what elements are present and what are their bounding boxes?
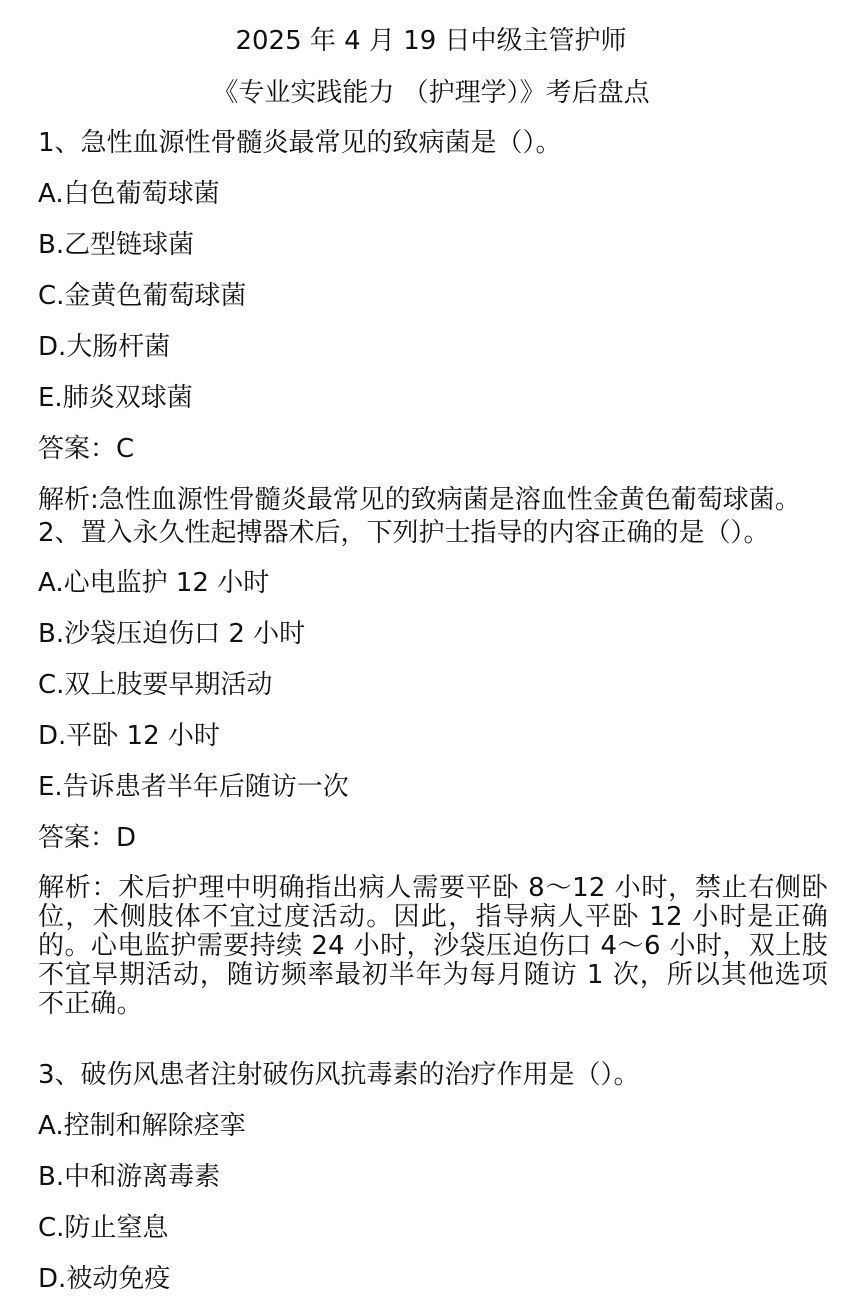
question-2-option-d: D.平卧 12 小时 [38,721,220,751]
question-1-stem: 1、急性血源性骨髓炎最常见的致病菌是（）。 [38,128,562,158]
document-title: 2025 年 4 月 19 日中级主管护师 [235,26,627,56]
question-3-stem: 3、破伤风患者注射破伤风抗毒素的治疗作用是（）。 [38,1060,640,1090]
question-3-option-b: B.中和游离毒素 [38,1162,221,1192]
question-2-option-a: A.心电监护 12 小时 [38,568,270,598]
question-2-analysis: 解析：术后护理中明确指出病人需要平卧 8～12 小时，禁止右侧卧位，术侧肢体不宜过度活动。因此，指导病人平卧 12 小时是正确的。心电监护需要持续 24 小时，沙袋压迫伤口 4～6 小时，双上肢不宜早期活动，随访频率最初半年为每月随访 1 次，所以其他选项不正确。 [38,873,828,1019]
document-subtitle: 《专业实践能力 （护理学）》考后盘点 [212,78,650,108]
question-2-stem: 2、置入永久性起搏器术后，下列护士指导的内容正确的是（）。 [38,518,770,548]
question-1-option-d: D.大肠杆菌 [38,332,171,362]
question-2-option-e: E.告诉患者半年后随访一次 [38,772,349,802]
question-3-option-a: A.控制和解除痉挛 [38,1111,246,1141]
question-1-option-a: A.白色葡萄球菌 [38,179,220,209]
question-1-option-b: B.乙型链球菌 [38,230,195,260]
question-3-option-c: C.防止窒息 [38,1213,169,1243]
question-1-option-c: C.金黄色葡萄球菌 [38,281,247,311]
question-2-option-b: B.沙袋压迫伤口 2 小时 [38,619,306,649]
question-1-analysis: 解析:急性血源性骨髓炎最常见的致病菌是溶血性金黄色葡萄球菌。 [38,485,801,515]
question-3-option-d: D.被动免疫 [38,1264,171,1294]
question-2-option-c: C.双上肢要早期活动 [38,670,273,700]
question-1-option-e: E.肺炎双球菌 [38,383,193,413]
question-1-answer: 答案：C [38,434,135,464]
question-2-answer: 答案：D [38,823,137,853]
